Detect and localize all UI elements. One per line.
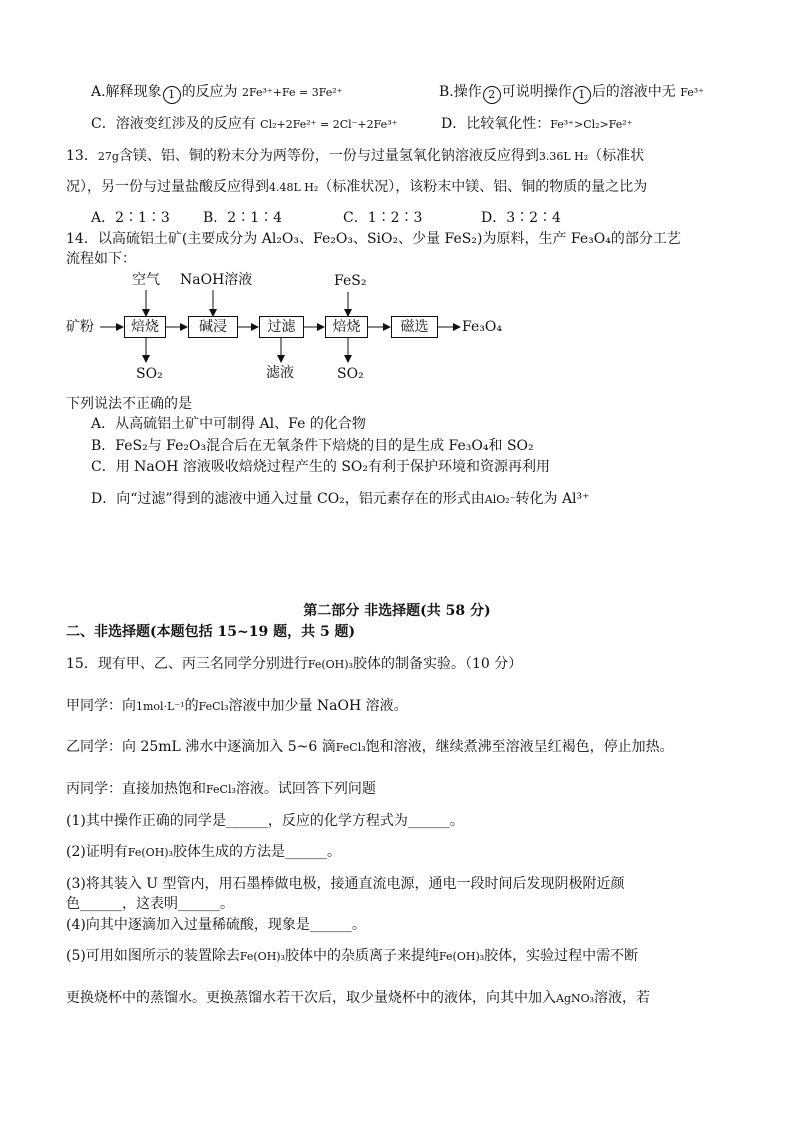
q13-option-d: D．3∶2∶4: [481, 210, 561, 226]
flow-output-label: Fe₃O₄: [462, 319, 502, 335]
q13-option-b: B．2∶1∶4: [203, 210, 283, 226]
part2-title: 第二部分 非选择题(共 58 分): [303, 603, 491, 619]
flow-bottom-filtrate: 滤液: [266, 365, 294, 381]
option-12c: C．溶液变红涉及的反应有 Cl₂+2Fe²⁺ = 2Cl⁻+2Fe³⁺: [91, 116, 398, 132]
section-heading: 二、非选择题(本题包括 15~19 题，共 5 题): [66, 624, 356, 640]
q15-sub4: (4)向其中逐滴加入过量稀硫酸，现象是______。: [66, 917, 366, 933]
q13-option-c: C．1∶2∶3: [343, 210, 423, 226]
q15-sub5-line1: (5)可用如图所示的装置除去Fe(OH)₃胶体中的杂质离子来提纯Fe(OH)₃胶体，实验过程中需不断: [66, 948, 639, 964]
q15-yi: 乙同学：向 25mL 沸水中逐滴加入 5~6 滴FeCl₃饱和溶液，继续煮沸至溶液呈红褐色，停止加热。: [66, 739, 674, 755]
flow-input-label: 矿粉: [66, 319, 94, 335]
q15-sub3-line1: (3)将其装入 U 型管内，用石墨棒做电极，接通直流电源，通电一段时间后发现阴极附近颜: [66, 876, 625, 892]
flow-box-roast-1: 焙烧: [124, 316, 166, 338]
flow-box-filter: 过滤: [259, 316, 304, 338]
q14-line1: 14．以高硫铝土矿(主要成分为 Al₂O₃、Fe₂O₃、SiO₂、少量 FeS₂)为原料，生产 Fe₃O₄的部分工艺: [66, 231, 681, 247]
flow-top-fes2: FeS₂: [334, 273, 367, 289]
q14-option-c: C．用 NaOH 溶液吸收焙烧过程产生的 SO₂有利于保护环境和资源再利用: [91, 459, 551, 475]
flow-box-alkali-leach: 碱浸: [188, 316, 238, 338]
q13-line1: 13．27g含镁、铝、铜的粉末分为两等份，一份与过量氢氧化钠溶液反应得到3.36L H₂（标准状: [66, 148, 645, 164]
q15-sub3-line2: 色______，这表明______。: [66, 896, 234, 912]
q14-option-d: D．向“过滤”得到的滤液中通入过量 CO₂，铝元素存在的形式由AlO₂⁻转化为 Al³⁺: [91, 491, 590, 507]
flow-box-roast-2: 焙烧: [325, 316, 368, 338]
q14-line2: 流程如下：: [66, 251, 136, 267]
circled-number: 1: [573, 86, 591, 104]
option-12d: D．比较氧化性：Fe³⁺>Cl₂>Fe²⁺: [441, 116, 633, 132]
q13-line2: 况），另一份与过量盐酸反应得到4.48L H₂（标准状况），该粉末中镁、铝、铜的物质的量之比为: [66, 179, 648, 195]
q15-sub2: (2)证明有Fe(OH)₃胶体生成的方法是______。: [66, 844, 341, 860]
flow-bottom-so2-1: SO₂: [136, 366, 163, 382]
flow-box-magnetic-sep: 磁选: [391, 316, 438, 338]
q13-option-a: A．2∶1∶3: [91, 210, 170, 226]
flow-top-naoh: NaOH溶液: [180, 272, 253, 288]
q15-sub1: (1)其中操作正确的同学是______，反应的化学方程式为______。: [66, 813, 464, 829]
q15-jia: 甲同学：向1mol·L⁻¹的FeCl₃溶液中加少量 NaOH 溶液。: [66, 698, 408, 714]
q15-sub5-line2: 更换烧杯中的蒸馏水。更换蒸馏水若干次后，取少量烧杯中的液体，向其中加入AgNO₃溶液，若: [66, 990, 651, 1006]
circled-number: 1: [163, 86, 181, 104]
option-12b: B.操作 2 可说明操作 1 后的溶液中无 Fe³⁺: [439, 82, 704, 104]
flow-bottom-so2-2: SO₂: [337, 366, 364, 382]
q14-stem: 下列说法不正确的是: [66, 396, 192, 412]
q15-line1: 15．现有甲、乙、丙三名同学分别进行Fe(OH)₃胶体的制备实验。（10 分）: [66, 656, 523, 672]
circled-number: 2: [483, 86, 501, 104]
q14-option-b: B．FeS₂与 Fe₂O₃混合后在无氧条件下焙烧的目的是生成 Fe₃O₄和 SO₂: [91, 438, 534, 454]
flow-arrows: [0, 0, 794, 400]
q15-bing: 丙同学：直接加热饱和FeCl₃溶液。试回答下列问题: [66, 781, 376, 797]
q14-option-a: A．从高硫铝土矿中可制得 Al、Fe 的化合物: [91, 416, 366, 432]
flow-top-air: 空气: [132, 272, 160, 288]
option-12a: A.解释现象 1 的反应为 2Fe³⁺+Fe = 3Fe²⁺: [91, 82, 343, 104]
